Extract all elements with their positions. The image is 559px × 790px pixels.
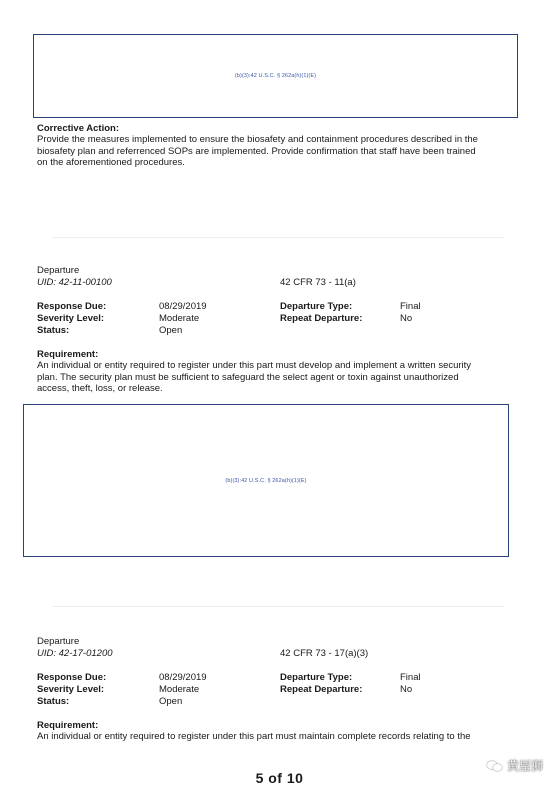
requirement-line: An individual or entity required to register under this part must develop and implement a written security — [37, 360, 472, 371]
departure-type-value: Final — [400, 672, 421, 683]
severity-level-label: Severity Level: — [37, 684, 105, 695]
watermark-text: 黄屋狮 — [506, 759, 543, 773]
status-label: Status: — [37, 325, 70, 336]
requirement-line: plan. The security plan must be sufficient to safeguard the select agent or toxin against unauthorized — [37, 371, 459, 383]
corrective-action-section — [37, 123, 522, 169]
corrective-action-line: on the aforementioned procedures. — [37, 157, 185, 168]
section-divider — [52, 606, 504, 607]
requirement-text — [37, 360, 522, 395]
corrective-action-line: biosafety plan and referrenced SOPs are implemented. Provide confirmation that staff have been trained — [37, 145, 476, 157]
redaction-label: (b)(3):42 U.S.C. § 262a(h)(1)(E) — [225, 477, 307, 484]
departure-uid: UID: 42-11-00100 — [37, 277, 112, 288]
corrective-action-text — [37, 134, 522, 169]
response-due-label: Response Due: — [37, 672, 107, 683]
requirement-text — [37, 731, 522, 743]
departure-uid: UID: 42-17-01200 — [37, 648, 113, 659]
corrective-action-line: Provide the measures implemented to ensure the biosafety and containment procedures described in the — [37, 134, 478, 145]
severity-level-value: Moderate — [159, 684, 200, 695]
departure-cfr: 42 CFR 73 - 11(a) — [280, 277, 356, 288]
redaction-box-middle — [23, 404, 509, 557]
response-due-value: 08/29/2019 — [159, 672, 207, 683]
section-divider — [52, 237, 504, 238]
status-value: Open — [159, 696, 183, 707]
redaction-box-top — [33, 34, 518, 118]
repeat-departure-label: Repeat Departure: — [280, 313, 363, 324]
requirement-line: An individual or entity required to register under this part must maintain complete records relating to the — [37, 731, 471, 742]
page-number: 5 of 10 — [255, 770, 304, 786]
departure-type-value: Final — [400, 301, 421, 312]
response-due-label: Response Due: — [37, 301, 107, 312]
redaction-label: (b)(3):42 U.S.C. § 262a(h)(1)(E) — [234, 73, 317, 79]
status-label: Status: — [37, 696, 70, 707]
severity-level-label: Severity Level: — [37, 313, 105, 324]
severity-level-value: Moderate — [159, 313, 200, 324]
repeat-departure-value: No — [400, 313, 413, 324]
requirement-line: access, theft, loss, or release. — [37, 383, 163, 394]
departure-cfr: 42 CFR 73 - 17(a)(3) — [280, 648, 369, 659]
departure-type-label: Departure — [37, 265, 80, 276]
departure-type-label: Departure — [37, 636, 80, 647]
requirement-heading: Requirement: — [37, 349, 99, 360]
departure-type-field-label: Departure Type: — [280, 301, 353, 312]
status-value: Open — [159, 325, 183, 336]
response-due-value: 08/29/2019 — [159, 301, 207, 312]
requirement-section — [37, 720, 522, 743]
departure-type-field-label: Departure Type: — [280, 672, 353, 683]
repeat-departure-value: No — [400, 684, 413, 695]
repeat-departure-label: Repeat Departure: — [280, 684, 363, 695]
requirement-heading: Requirement: — [37, 720, 99, 731]
corrective-action-heading: Corrective Action: — [37, 123, 119, 134]
requirement-section — [37, 349, 522, 395]
